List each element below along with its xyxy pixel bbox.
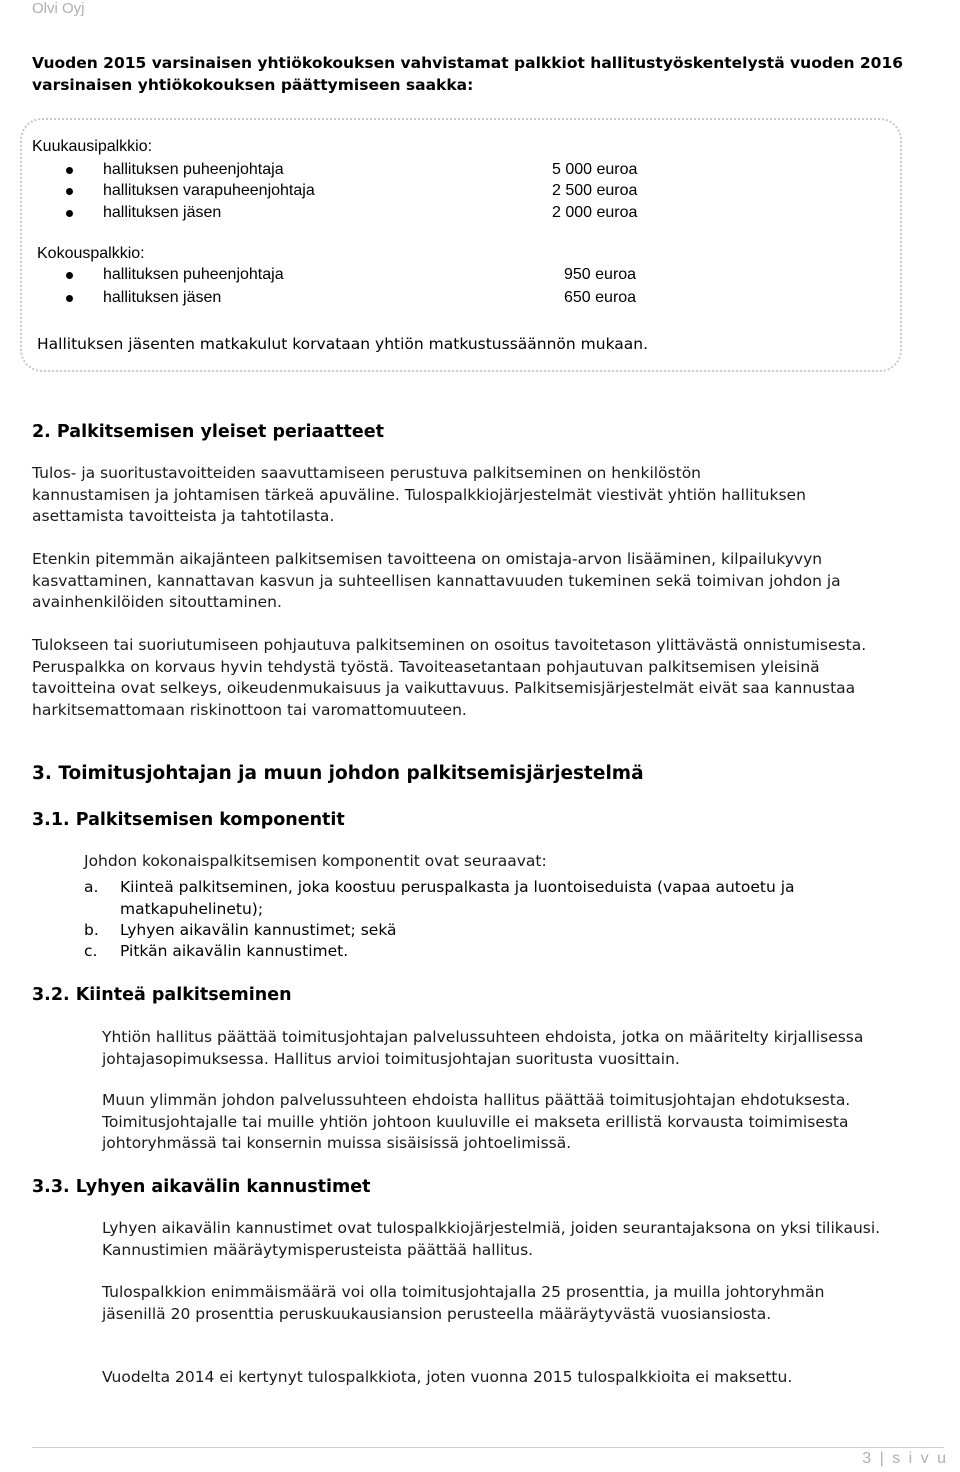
fee-role: hallituksen varapuheenjohtaja: [103, 182, 315, 199]
paragraph: Vuodelta 2014 ei kertynyt tulospalkkiota, joten vuonna 2015 tulospalkkioita ei maksettu.: [102, 1368, 793, 1386]
section-heading: 3. Toimitusjohtajan ja muun johdon palkitsemisjärjestelmä: [32, 763, 644, 784]
bullet-icon: [66, 167, 73, 174]
subsection-heading: 3.2. Kiinteä palkitseminen: [32, 985, 292, 1005]
fee-role: hallituksen jäsen: [103, 289, 222, 306]
meeting-fee-label: Kokouspalkkio:: [37, 245, 145, 262]
bullet-icon: [66, 210, 73, 217]
footer-divider: [32, 1447, 944, 1448]
list-item: [84, 877, 884, 921]
monthly-fee-label: Kuukausipalkkio:: [32, 138, 153, 155]
paragraph: Etenkin pitemmän aikajänteen palkitsemisen tavoitteena on omistaja-arvon lisääminen, kilpailukyvyn kasvattaminen, kannattavan kasvun ja suhteellisen kannattavuuden tukeminen sekä toimivan johdon ja avainhenkilöiden sitouttaminen.: [32, 550, 841, 611]
paragraph: Johdon kokonaispalkitsemisen komponentit ovat seuraavat:: [84, 852, 547, 870]
bullet-icon: [66, 188, 73, 195]
list-item: [84, 941, 884, 963]
fee-role: hallituksen puheenjohtaja: [103, 161, 284, 178]
fee-amount: 2 000 euroa: [552, 204, 638, 221]
fee-amount: 650 euroa: [564, 289, 637, 306]
list-text: Lyhyen aikavälin kannustimet; sekä: [120, 921, 397, 939]
company-header: Olvi Oyj: [32, 0, 85, 17]
fee-role: hallituksen jäsen: [103, 204, 222, 221]
bullet-icon: [66, 295, 73, 302]
fees-box: [20, 118, 902, 372]
list-item: [84, 920, 884, 942]
paragraph: Lyhyen aikavälin kannustimet ovat tulospalkkiojärjestelmiä, joiden seurantajaksona on yksi tilikausi. Kannustimien määräytymisperusteista päättää hallitus.: [102, 1219, 881, 1259]
page-number: 3 | s i v u: [862, 1450, 948, 1467]
paragraph: Tulokseen tai suoriutumiseen pohjautuva palkitseminen on osoitus tavoitetason ylittävästä onnistumisesta. Peruspalkka on korvaus hyvin tehdystä työstä. Tavoiteasetantaan pohjautuvan palkitsemisen yleisinä tavoitteina ovat selkeys, oikeudenmukaisuus ja vaikuttavuus. Palkitsemisjärjestelmät eivät saa kannustaa harkitsemattomaan riskinottoon tai varomattomuuteen.: [32, 636, 867, 719]
bullet-icon: [66, 272, 73, 279]
list-letter: b.: [84, 921, 99, 939]
list-letter: a.: [84, 878, 99, 896]
paragraph: Yhtiön hallitus päättää toimitusjohtajan palvelussuhteen ehdoista, jotka on määritelty kirjallisessa johtajasopimuksessa. Hallitus arvioi toimitusjohtajan suoritusta vuosittain.: [102, 1028, 864, 1068]
fee-role: hallituksen puheenjohtaja: [103, 266, 284, 283]
subsection-heading: 3.1. Palkitsemisen komponentit: [32, 810, 345, 830]
list-text: Pitkän aikavälin kannustimet.: [120, 942, 349, 960]
paragraph: Tulos- ja suoritustavoitteiden saavuttamiseen perustuva palkitseminen on henkilöstön kannustamisen ja johtamisen tärkeä apuväline. Tulospalkkiojärjestelmät viestivät yhtiön hallituksen asettamista tavoitteista ja tahtotilasta.: [32, 464, 806, 525]
paragraph: Muun ylimmän johdon palvelussuhteen ehdoista hallitus päättää toimitusjohtajan ehdotuksesta. Toimitusjohtajalle tai muille yhtiön johtoon kuuluville ei makseta erillistä korvausta toimimisesta johtoryhmässä tai konsernin muissa sisäisissä johtoelimissä.: [102, 1091, 851, 1152]
paragraph: Tulospalkkion enimmäismäärä voi olla toimitusjohtajalla 25 prosenttia, ja muilla johtoryhmän jäsenillä 20 prosenttia peruskuukausiansion perusteella määräytyvästä vuosiansiosta.: [102, 1283, 825, 1323]
travel-note: Hallituksen jäsenten matkakulut korvataan yhtiön matkustussäännön mukaan.: [37, 335, 649, 353]
subsection-heading: 3.3. Lyhyen aikavälin kannustimet: [32, 1177, 371, 1197]
list-text: Kiinteä palkitseminen, joka koostuu peruspalkasta ja luontoiseduista (vapaa autoetu ja matkapuhelinetu);: [120, 878, 795, 918]
fee-amount: 950 euroa: [564, 266, 637, 283]
fee-amount: 2 500 euroa: [552, 182, 638, 199]
fee-amount: 5 000 euroa: [552, 161, 638, 178]
list-letter: c.: [84, 942, 98, 960]
intro-title: Vuoden 2015 varsinaisen yhtiökokouksen vahvistamat palkkiot hallitustyöskentelystä vuoden 2016 varsinaisen yhtiökokouksen päättymiseen saakka:: [32, 54, 904, 94]
section-heading: 2. Palkitsemisen yleiset periaatteet: [32, 422, 384, 442]
